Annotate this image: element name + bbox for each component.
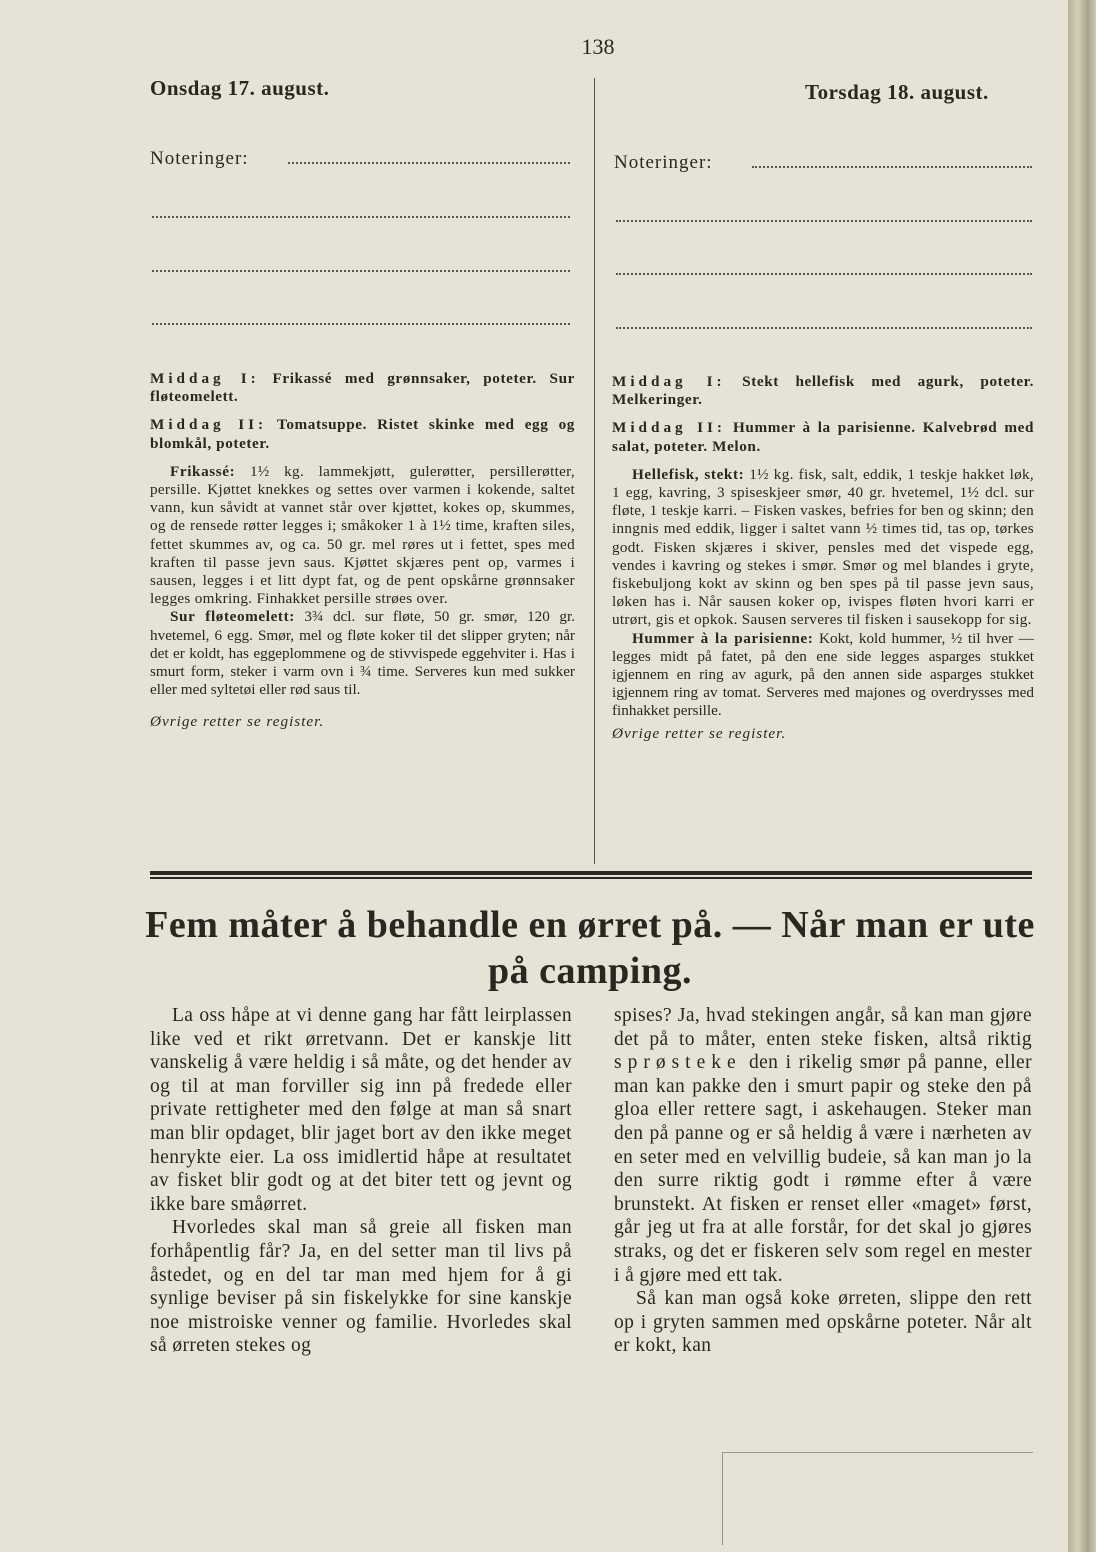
notes-label-left: Noteringer: (150, 148, 249, 169)
section-rule (150, 871, 1032, 875)
notes-line-left (288, 162, 570, 164)
page-number: 138 (581, 34, 615, 59)
section-rule (150, 877, 1032, 879)
article-headline: Fem måter å behandle en ørret på. — Når man er ute på camping. (145, 904, 1035, 992)
column-divider (594, 78, 595, 864)
notes-line-left (152, 216, 570, 218)
menu-entry: Middag I: Frikassé med grønnsaker, poteter. Sur fløteomelett. (150, 370, 575, 406)
date-heading-left: Onsdag 17. august. (150, 76, 330, 100)
page-edge (1068, 0, 1096, 1552)
menu-entry: Middag II: Hummer à la parisienne. Kalvebrød med salat, poteter. Melon. (612, 419, 1034, 455)
article-column-right (614, 1004, 1032, 1358)
recipe: Frikassé: 1½ kg. lammekjøtt, gulerøtter, persillerøtter, persille. Kjøttet knekkes og settes over varmen i kokende, saltet vann, kun såvidt at vannet står over kjøttet, kokes op, skummes, og de rensede røtter legges i; småkoker 1 à 1½ time, kraften siles, fettet skummes av, og ca. 50 gr. mel røres ut i fettet, spes med kraften til passe jevn saus. Kjøttet skjæres pent op, varmes i sausen, legges i et litt dypt fat, og de pent opskårne grønnsaker legges omkring. Finhakket persille strøes over. (150, 462, 575, 608)
article-paragraph: Så kan man også koke ørreten, slippe den rett op i gryten sammen med opskårne poteter. Når alt er kokt, kan (614, 1288, 1032, 1357)
notes-line-right (616, 273, 1032, 275)
notes-label-right: Noteringer: (614, 152, 713, 173)
recipe: Sur fløteomelett: 3¾ dcl. sur fløte, 50 gr. smør, 120 gr. hvetemel, 6 egg. Smør, mel og fløte koker til det slipper gryten; når det er koldt, has eggeplommene og de stivvispede eggehviter i. Has i smurt form, steker i varm ovn i ¾ time. Serveres kun med sukker eller med syltetøi eller rød saus til. (150, 608, 575, 699)
menu-entry: Middag II: Tomatsuppe. Ristet skinke med egg og blomkål, poteter. (150, 416, 575, 452)
date-heading-right: Torsdag 18. august. (805, 80, 989, 104)
recipe: Hellefisk, stekt: 1½ kg. fisk, salt, eddik, 1 teskje hakket løk, 1 egg, kavring, 3 spiseskjeer smør, 40 gr. hvetemel, 1½ dcl. sur fløte, 1 teskje karri. – Fisken vaskes, befries for ben og skinn; den inngnis med eddik, ligger i saltet vann ½ times tid, tas op, tørkes godt. Fisken skjæres i skiver, pensles med det vispede egg, vendes i kavring og stekes i smør. Smør og mel blandes i gryte, fiskebuljong kokt av skinn og ben spes på til passe jevn saus, løken has i. Når sausen koker op, ivispes fløten hvori karri er utrørt, gis et opkok. Sausen serveres til fisken i sausekopp for sig. (612, 465, 1034, 629)
recipe: Hummer à la parisienne: Kokt, kold hummer, ½ til hver — legges midt på fatet, på den ene side legges asparges stukket igjennem en ring av agurk, på den annen side asparges stukket igjennem ring av tomat. Serveres med majones og overdrysses med finhakket persille. (612, 629, 1034, 720)
register-note: Øvrige retter se register. (150, 713, 325, 731)
register-note: Øvrige retter se register. (612, 724, 787, 742)
article-column-left (150, 1004, 572, 1358)
notes-line-left (152, 323, 570, 325)
menu-column-right (612, 373, 1034, 743)
menu-entry: Middag I: Stekt hellefisk med agurk, poteter. Melkeringer. (612, 373, 1034, 409)
notes-line-right (616, 327, 1032, 329)
menu-column-left (150, 370, 575, 732)
notes-line-right (616, 220, 1032, 222)
article-paragraph: Hvorledes skal man så greie all fisken man forhåpentlig får? Ja, en del setter man til livs på åstedet, og en del tar man med hjem for å gi synlige beviser på sin fiskelykke for sine kanskje noe mistroiske venner og familie. Hvorledes skal så ørreten stekes og (150, 1217, 572, 1357)
library-stamp-box (722, 1452, 1033, 1545)
notes-line-left (152, 270, 570, 272)
article-paragraph: La oss håpe at vi denne gang har fått leirplassen like ved et rikt ørretvann. Det er kanskje litt vanskelig å være heldig i så måte, og det hender av og til at man forviller sig inn på fredede eller private rettigheter med den følge at man så snart man blir opdaget, blir jaget bort av den ikke meget henrykte eier. La oss imidlertid håpe at resultatet av fisket blir godt og at det biter tett og jevnt og ikke bare småørret. (150, 1005, 572, 1215)
article-paragraph: spises? Ja, hvad stekingen angår, så kan man gjøre det på to måter, enten steke fisken, altså riktig sprøsteke den i rikelig smør på panne, eller man kan pakke den i smurt papir og steke den på gloa eller rettere sagt, i askehaugen. Steker man den på panne og er så heldig å være i nærheten av en seter med en velvillig budeie, så kan man jo la den surre riktig godt i rømme efter å være brunstekt. At fisken er renset eller «maget» først, går jeg ut fra at alle forstår, for det skal jo gjøres straks, og det er fiskeren selv som regel en mester i å gjøre med ett tak. (614, 1005, 1032, 1286)
notes-line-right (752, 166, 1032, 168)
